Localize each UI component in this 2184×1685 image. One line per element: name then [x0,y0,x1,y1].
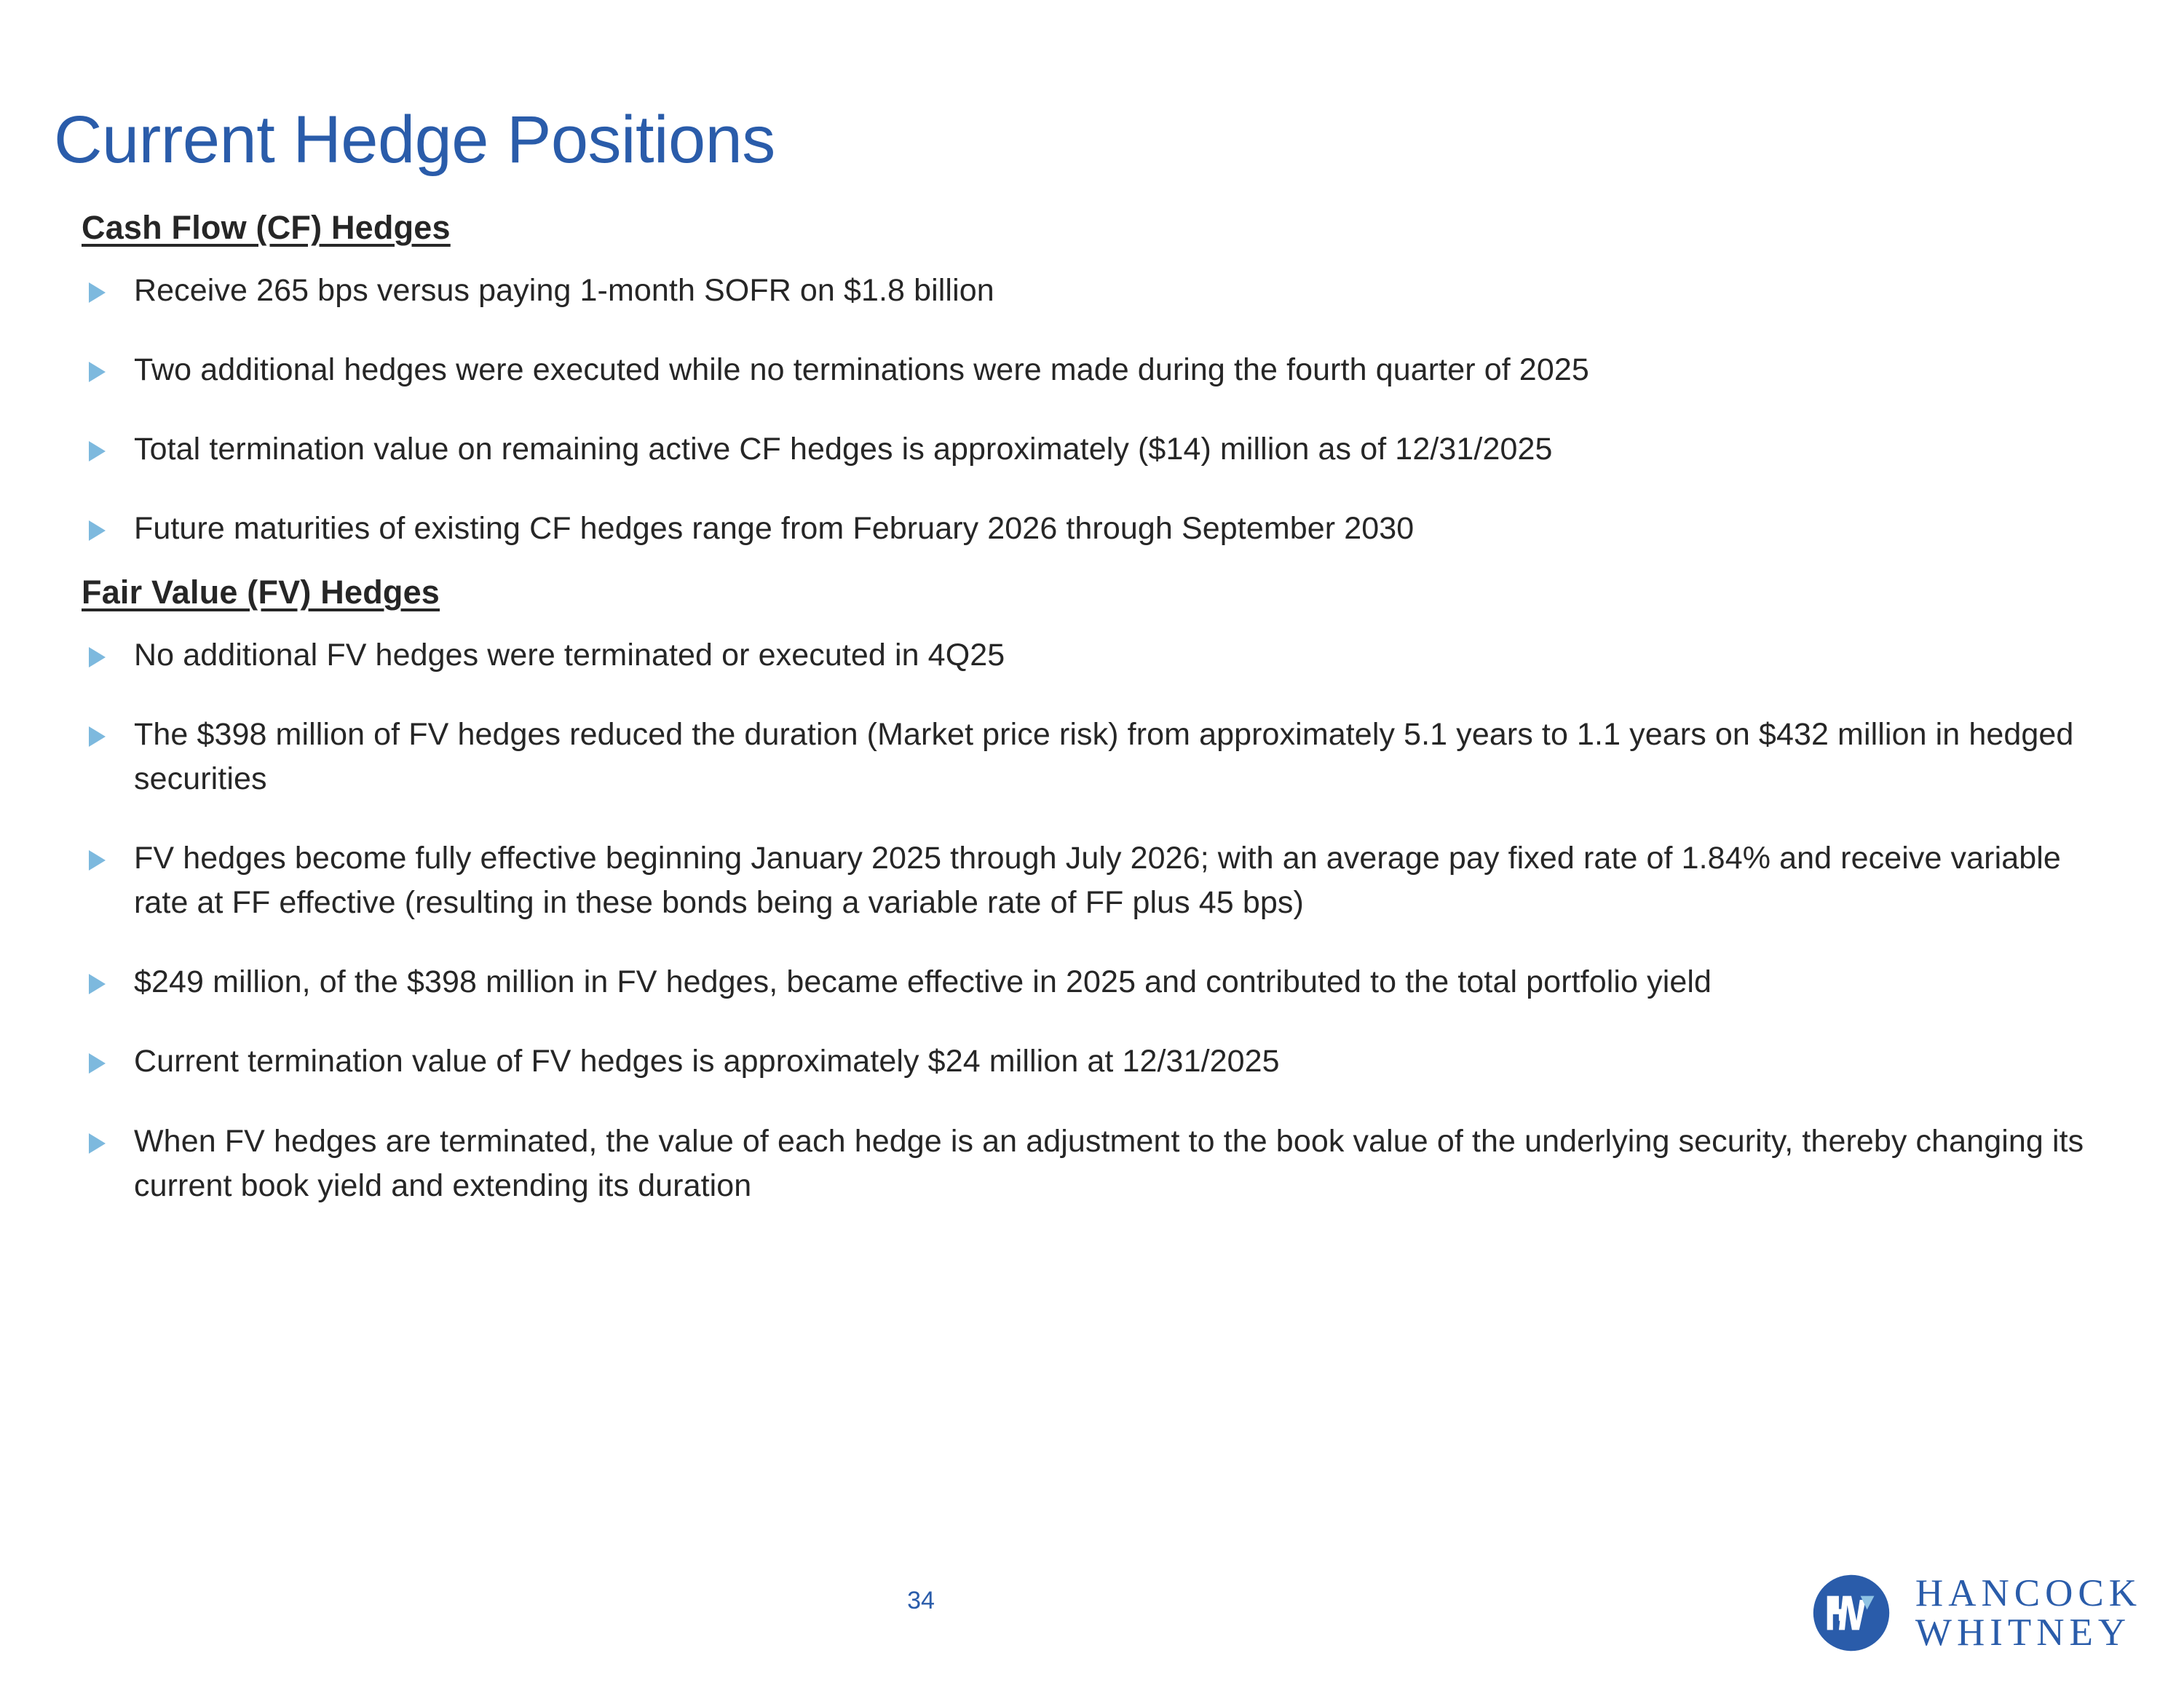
section-heading-wrap-cf [82,211,2113,269]
bullet-text: Total termination value on remaining active CF hedges is approximately ($14) million as of 12/31/2025 [134,432,1553,467]
bullet-text: No additional FV hedges were terminated or executed in 4Q25 [134,638,1005,673]
bullet-list-fair-value-hedges [82,633,2113,1208]
section-heading-cash-flow-hedges: Cash Flow (CF) Hedges [82,209,451,246]
list-item [82,1039,2113,1084]
bullet-list-cash-flow-hedges [82,269,2113,551]
page-title: Current Hedge Positions [54,102,775,177]
bullet-text: Future maturities of existing CF hedges range from February 2026 through September 2030 [134,511,1415,547]
company-logo [1812,1571,2142,1654]
logo-line-hancock: HANCOCK [1915,1571,2142,1614]
bullet-text: Two additional hedges were executed while no terminations were made during the fourth quarter of 2025 [134,352,1589,388]
page-number: 34 [907,1587,935,1614]
list-item [82,1119,2113,1208]
slide-body [82,211,2113,1208]
logo-line-whitney: WHITNEY [1915,1611,2132,1654]
section-heading-fair-value-hedges: Fair Value (FV) Hedges [82,574,440,611]
section-cash-flow-hedges [82,211,2113,551]
triangle-bullet-icon [89,850,106,871]
triangle-bullet-icon [89,282,106,303]
list-item [82,960,2113,1004]
triangle-bullet-icon [89,1053,106,1074]
logo-wordmark [1915,1571,2142,1654]
list-item [82,633,2113,678]
triangle-bullet-icon [89,726,106,747]
bullet-text: When FV hedges are terminated, the value of each hedge is an adjustment to the book value of the underlying security, thereby changing its current book yield and extending its duration [134,1123,2084,1203]
list-item [82,427,2113,472]
section-heading-wrap-fv [82,576,2113,633]
hancock-whitney-monogram-icon [1812,1574,1891,1652]
list-item [82,507,2113,551]
list-item [82,713,2113,801]
bullet-text: FV hedges become fully effective beginning January 2025 through July 2026; with an average pay fixed rate of 1.84% and receive variable rate at FF effective (resulting in these bonds being a variable rate of FF plus 45 bps) [134,841,2061,921]
bullet-text: Receive 265 bps versus paying 1-month SOFR on $1.8 billion [134,273,994,308]
triangle-bullet-icon [89,520,106,541]
bullet-text: $249 million, of the $398 million in FV hedges, became effective in 2025 and contributed to the total portfolio yield [134,964,1712,1000]
list-item [82,348,2113,392]
section-fair-value-hedges [82,576,2113,1208]
list-item [82,836,2113,925]
triangle-bullet-icon [89,647,106,667]
triangle-bullet-icon [89,974,106,994]
triangle-bullet-icon [89,1133,106,1154]
triangle-bullet-icon [89,441,106,461]
bullet-text: Current termination value of FV hedges is approximately $24 million at 12/31/2025 [134,1044,1280,1079]
bullet-text: The $398 million of FV hedges reduced the duration (Market price risk) from approximately 5.1 years to 1.1 years on $432 million in hedged securities [134,717,2074,797]
list-item [82,269,2113,313]
triangle-bullet-icon [89,362,106,382]
